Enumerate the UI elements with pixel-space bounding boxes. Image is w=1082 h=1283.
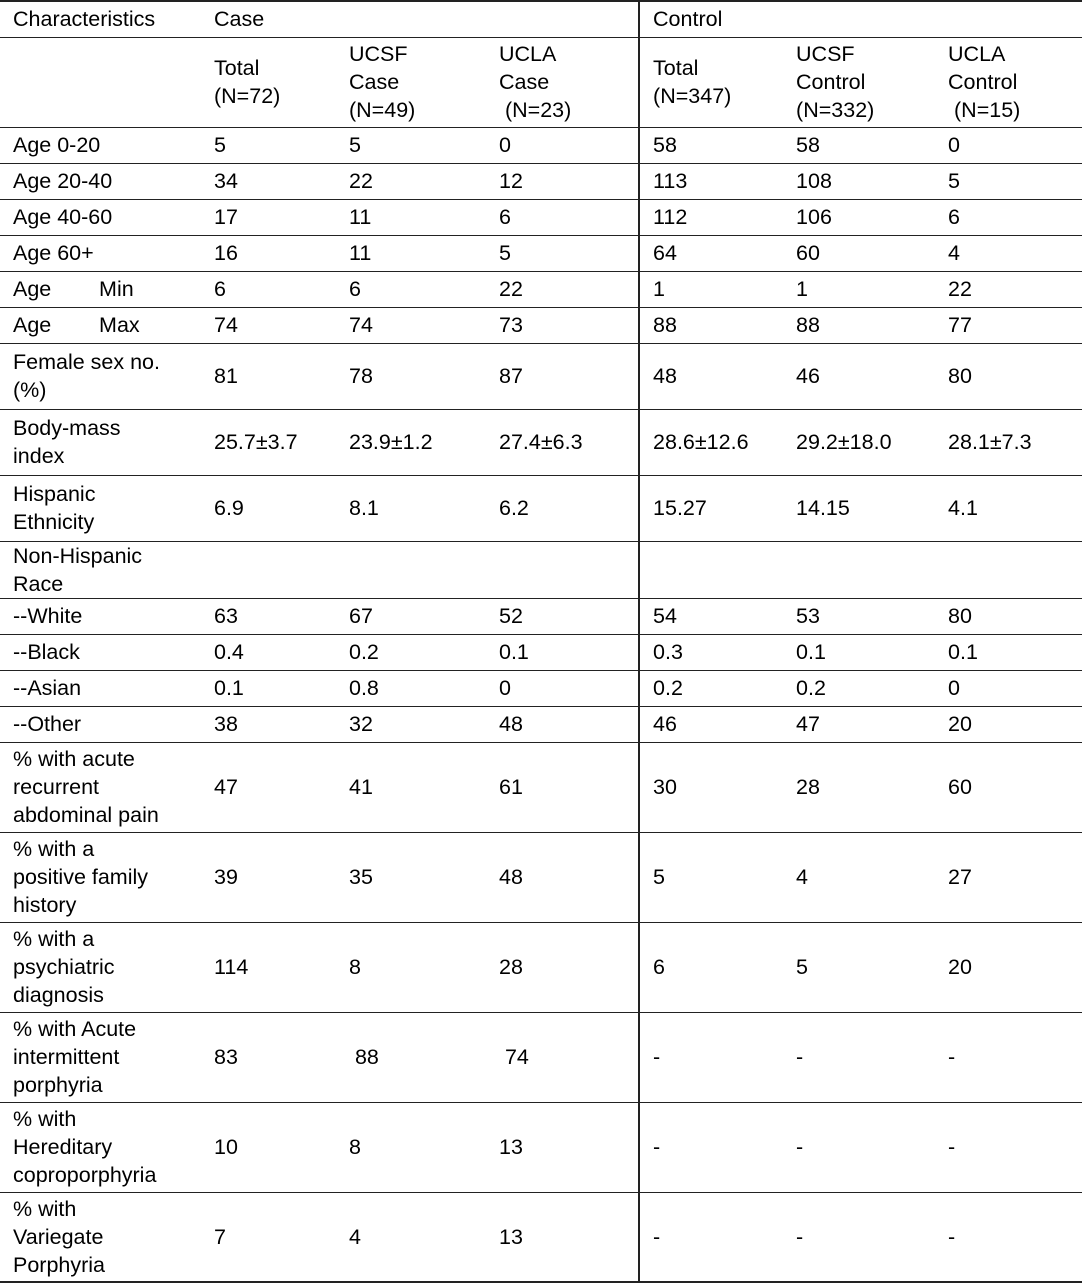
table-cell: 5 xyxy=(790,922,942,1012)
table-row xyxy=(0,922,1082,1012)
table-cell: 58 xyxy=(790,127,942,163)
row-label: --Black xyxy=(0,634,208,670)
table-cell: - xyxy=(639,1192,790,1282)
table-cell: 0.3 xyxy=(639,634,790,670)
table-cell: 60 xyxy=(790,235,942,271)
table-cell: UCSF Control (N=332) xyxy=(790,37,942,127)
table-cell: 17 xyxy=(208,199,343,235)
row-label: --White xyxy=(0,598,208,634)
table-cell: 4 xyxy=(343,1192,493,1282)
table-cell: 5 xyxy=(493,235,639,271)
table-cell: 48 xyxy=(493,706,639,742)
header-characteristics: Characteristics xyxy=(0,1,208,37)
table-cell: 64 xyxy=(639,235,790,271)
table-row xyxy=(0,475,1082,541)
row-label: Age Min xyxy=(0,271,208,307)
table-cell: - xyxy=(942,1012,1082,1102)
table-cell: 1 xyxy=(790,271,942,307)
table-cell: 108 xyxy=(790,163,942,199)
table-cell: 4 xyxy=(790,832,942,922)
table-cell: 5 xyxy=(639,832,790,922)
table-cell: 35 xyxy=(343,832,493,922)
table-cell: 5 xyxy=(942,163,1082,199)
table-cell: UCLA Control (N=15) xyxy=(942,37,1082,127)
table-cell: 6.9 xyxy=(208,475,343,541)
table-cell: 87 xyxy=(493,343,639,409)
table-cell: 88 xyxy=(343,1012,493,1102)
table-cell: 1 xyxy=(639,271,790,307)
table-cell: 47 xyxy=(790,706,942,742)
table-cell: 47 xyxy=(208,742,343,832)
table-row xyxy=(0,409,1082,475)
table-cell: 8 xyxy=(343,1102,493,1192)
table-cell: 83 xyxy=(208,1012,343,1102)
table-cell: 30 xyxy=(639,742,790,832)
table-cell: 0.8 xyxy=(343,670,493,706)
table-cell: 5 xyxy=(343,127,493,163)
row-label: Body-mass index xyxy=(0,409,208,475)
table-cell: 63 xyxy=(208,598,343,634)
table-cell: 8.1 xyxy=(343,475,493,541)
table-cell: 29.2±18.0 xyxy=(790,409,942,475)
table-cell: 114 xyxy=(208,922,343,1012)
table-cell: 80 xyxy=(942,343,1082,409)
table-cell: 46 xyxy=(790,343,942,409)
table-cell: - xyxy=(942,1192,1082,1282)
table-row xyxy=(0,598,1082,634)
table-cell: 6 xyxy=(493,199,639,235)
table-cell: 22 xyxy=(343,163,493,199)
table-cell: UCSF Case (N=49) xyxy=(343,37,493,127)
table-cell: 67 xyxy=(343,598,493,634)
table-cell: 0.1 xyxy=(493,634,639,670)
table-row xyxy=(0,832,1082,922)
table-cell: 6 xyxy=(208,271,343,307)
table-cell: 41 xyxy=(343,742,493,832)
header-row xyxy=(0,1,1082,37)
table-row xyxy=(0,199,1082,235)
table-cell: 54 xyxy=(639,598,790,634)
table-cell: - xyxy=(790,1012,942,1102)
table-cell: 28.6±12.6 xyxy=(639,409,790,475)
table-cell: 0 xyxy=(942,127,1082,163)
table-row xyxy=(0,235,1082,271)
table-cell: - xyxy=(790,1192,942,1282)
table-cell: 74 xyxy=(208,307,343,343)
table-cell: 46 xyxy=(639,706,790,742)
table-row xyxy=(0,343,1082,409)
table-cell: 10 xyxy=(208,1102,343,1192)
table-row xyxy=(0,307,1082,343)
table-row xyxy=(0,1192,1082,1282)
table-cell: 39 xyxy=(208,832,343,922)
table-cell: - xyxy=(942,1102,1082,1192)
table-cell: 28 xyxy=(790,742,942,832)
table-cell: 15.27 xyxy=(639,475,790,541)
table-cell: 28.1±7.3 xyxy=(942,409,1082,475)
row-label: Female sex no. (%) xyxy=(0,343,208,409)
table-cell: 48 xyxy=(639,343,790,409)
table-cell: 106 xyxy=(790,199,942,235)
row-label: Age 40-60 xyxy=(0,199,208,235)
table-cell: 60 xyxy=(942,742,1082,832)
row-label: Hispanic Ethnicity xyxy=(0,475,208,541)
table-cell: 38 xyxy=(208,706,343,742)
table-cell: 81 xyxy=(208,343,343,409)
table-row xyxy=(0,127,1082,163)
row-label: --Other xyxy=(0,706,208,742)
table-cell: 0 xyxy=(942,670,1082,706)
table-cell: 22 xyxy=(493,271,639,307)
row-label xyxy=(0,37,208,127)
table-cell: 80 xyxy=(942,598,1082,634)
table-cell: 32 xyxy=(343,706,493,742)
row-label: % with a positive family history xyxy=(0,832,208,922)
table-cell: 6 xyxy=(639,922,790,1012)
header-case: Case xyxy=(208,1,639,37)
table-cell: 16 xyxy=(208,235,343,271)
table-cell: 61 xyxy=(493,742,639,832)
table-row xyxy=(0,1012,1082,1102)
table-cell: 6 xyxy=(343,271,493,307)
table-cell: 58 xyxy=(639,127,790,163)
table-cell: 0.4 xyxy=(208,634,343,670)
table-cell: 34 xyxy=(208,163,343,199)
table-cell: 20 xyxy=(942,922,1082,1012)
table-cell: 7 xyxy=(208,1192,343,1282)
table-cell: 6.2 xyxy=(493,475,639,541)
table-cell: 22 xyxy=(942,271,1082,307)
table-cell: 53 xyxy=(790,598,942,634)
row-label: % with a psychiatric diagnosis xyxy=(0,922,208,1012)
table-cell: UCLA Case (N=23) xyxy=(493,37,639,127)
row-label: % with Acute intermittent porphyria xyxy=(0,1012,208,1102)
table-row xyxy=(0,541,1082,598)
table-cell: 77 xyxy=(942,307,1082,343)
table-cell: 0.2 xyxy=(639,670,790,706)
table-cell: 27.4±6.3 xyxy=(493,409,639,475)
table-cell: 0.1 xyxy=(790,634,942,670)
table-cell: 5 xyxy=(208,127,343,163)
table-cell: 14.15 xyxy=(790,475,942,541)
table-cell: - xyxy=(790,1102,942,1192)
table-cell: 6 xyxy=(942,199,1082,235)
table-cell: 4.1 xyxy=(942,475,1082,541)
table-cell xyxy=(639,541,790,598)
table-cell: 48 xyxy=(493,832,639,922)
table-cell: 0.2 xyxy=(343,634,493,670)
table-row xyxy=(0,271,1082,307)
row-label: Age 0-20 xyxy=(0,127,208,163)
table-cell: 74 xyxy=(493,1012,639,1102)
table-cell: 25.7±3.7 xyxy=(208,409,343,475)
row-label: % with acute recurrent abdominal pain xyxy=(0,742,208,832)
table-cell: 13 xyxy=(493,1192,639,1282)
table-cell: 88 xyxy=(639,307,790,343)
table-cell: 11 xyxy=(343,235,493,271)
row-label: Age Max xyxy=(0,307,208,343)
table-cell: 78 xyxy=(343,343,493,409)
table-cell: 11 xyxy=(343,199,493,235)
table-row xyxy=(0,742,1082,832)
table-row xyxy=(0,634,1082,670)
row-label: Age 60+ xyxy=(0,235,208,271)
table-cell xyxy=(343,541,493,598)
table-cell: 74 xyxy=(343,307,493,343)
table-cell: 4 xyxy=(942,235,1082,271)
table-cell: Total (N=72) xyxy=(208,37,343,127)
table-cell: 12 xyxy=(493,163,639,199)
table-cell: 52 xyxy=(493,598,639,634)
table-cell xyxy=(493,541,639,598)
table-cell: 0.2 xyxy=(790,670,942,706)
row-label: Age 20-40 xyxy=(0,163,208,199)
row-label: % with Variegate Porphyria xyxy=(0,1192,208,1282)
table-cell xyxy=(208,541,343,598)
table-cell: 0 xyxy=(493,127,639,163)
table-cell: 0.1 xyxy=(942,634,1082,670)
row-label: Non-Hispanic Race xyxy=(0,541,208,598)
table-cell: 28 xyxy=(493,922,639,1012)
table-cell: 20 xyxy=(942,706,1082,742)
subheader-row xyxy=(0,37,1082,127)
table-cell: 27 xyxy=(942,832,1082,922)
table-cell: 112 xyxy=(639,199,790,235)
table-row xyxy=(0,670,1082,706)
table-cell: - xyxy=(639,1102,790,1192)
table-cell: 0.1 xyxy=(208,670,343,706)
table-cell xyxy=(942,541,1082,598)
table-cell xyxy=(790,541,942,598)
table-row xyxy=(0,1102,1082,1192)
table-row xyxy=(0,706,1082,742)
table-cell: 13 xyxy=(493,1102,639,1192)
table-cell: 73 xyxy=(493,307,639,343)
table-cell: Total (N=347) xyxy=(639,37,790,127)
row-label: % with Hereditary coproporphyria xyxy=(0,1102,208,1192)
table-cell: 113 xyxy=(639,163,790,199)
table-cell: 0 xyxy=(493,670,639,706)
row-label: --Asian xyxy=(0,670,208,706)
table-cell: - xyxy=(639,1012,790,1102)
table-cell: 23.9±1.2 xyxy=(343,409,493,475)
table-row xyxy=(0,163,1082,199)
table-cell: 8 xyxy=(343,922,493,1012)
table-cell: 88 xyxy=(790,307,942,343)
header-control: Control xyxy=(639,1,1082,37)
